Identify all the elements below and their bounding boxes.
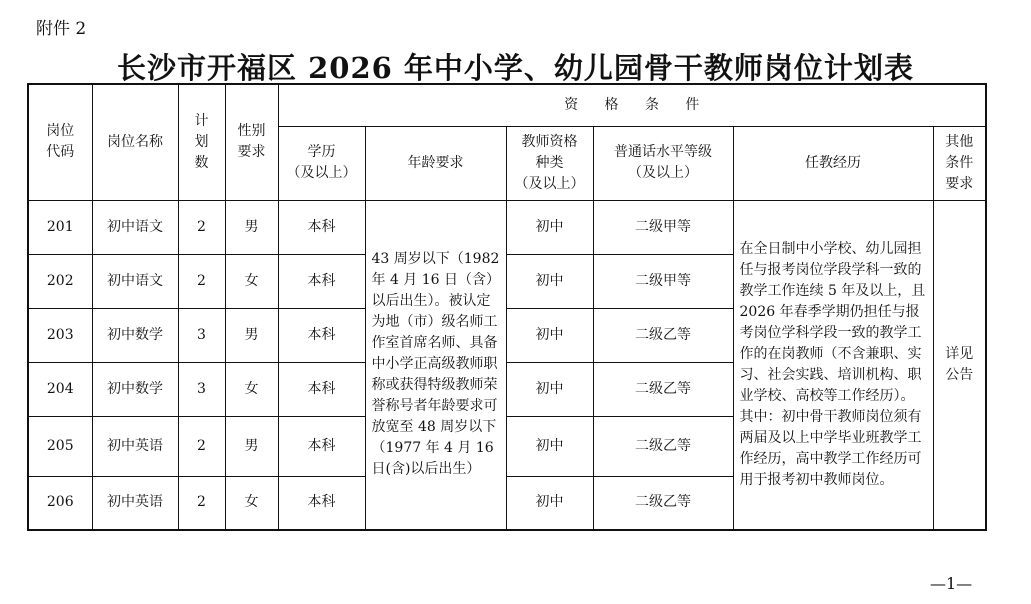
cell-count: 2 bbox=[178, 200, 225, 254]
cell-cert: 初中 bbox=[506, 476, 593, 530]
header-qualifications: 资 格 条 件 bbox=[278, 84, 986, 126]
cell-teaching-experience: 在全日制中小学校、幼儿园担任与报考岗位学段学科一致的教学工作连续 5 年及以上，且 2026 年春季学期仍担任与报考岗位学科学段一致的教学工作的在岗教师（不含兼职、实习、社会实践、培训机构、职业学校、高校等工作经历）。其中：初中骨干教师岗位须有两届及以上中学毕业班教学工作经历，高中教学工作经历可用于报考初中教师岗位。 bbox=[733, 200, 933, 530]
cell-code: 204 bbox=[28, 362, 92, 416]
cell-count: 2 bbox=[178, 416, 225, 476]
cell-gender: 女 bbox=[225, 362, 278, 416]
table-row bbox=[28, 200, 986, 254]
cell-cert: 初中 bbox=[506, 200, 593, 254]
header-other: 其他 条件 要求 bbox=[933, 126, 986, 200]
cell-education: 本科 bbox=[278, 200, 365, 254]
header-cert-type: 教师资格 种类 （及以上） bbox=[506, 126, 593, 200]
cell-name: 初中数学 bbox=[92, 362, 178, 416]
header-plan-count: 计 划 数 bbox=[178, 84, 225, 200]
cell-gender: 女 bbox=[225, 476, 278, 530]
cell-code: 201 bbox=[28, 200, 92, 254]
cell-mandarin: 二级乙等 bbox=[593, 416, 733, 476]
header-code: 岗位 代码 bbox=[28, 84, 92, 200]
cell-cert: 初中 bbox=[506, 308, 593, 362]
cell-gender: 男 bbox=[225, 308, 278, 362]
cell-count: 2 bbox=[178, 476, 225, 530]
cell-cert: 初中 bbox=[506, 362, 593, 416]
header-row-1 bbox=[28, 84, 986, 126]
cell-education: 本科 bbox=[278, 416, 365, 476]
cell-mandarin: 二级乙等 bbox=[593, 308, 733, 362]
cell-code: 202 bbox=[28, 254, 92, 308]
cell-code: 205 bbox=[28, 416, 92, 476]
header-experience: 任教经历 bbox=[733, 126, 933, 200]
cell-mandarin: 二级甲等 bbox=[593, 200, 733, 254]
cell-other-requirement: 详见 公告 bbox=[933, 200, 986, 530]
cell-code: 203 bbox=[28, 308, 92, 362]
document-title: 长沙市开福区 2026 年中小学、幼儿园骨干教师岗位计划表 bbox=[117, 51, 914, 85]
cell-mandarin: 二级乙等 bbox=[593, 362, 733, 416]
cell-education: 本科 bbox=[278, 254, 365, 308]
cell-count: 3 bbox=[178, 308, 225, 362]
cell-education: 本科 bbox=[278, 362, 365, 416]
cell-gender: 男 bbox=[225, 416, 278, 476]
cell-code: 206 bbox=[28, 476, 92, 530]
page-number: —1— bbox=[930, 574, 973, 593]
header-name: 岗位名称 bbox=[92, 84, 178, 200]
header-mandarin: 普通话水平等级 （及以上） bbox=[593, 126, 733, 200]
attachment-label: 附件 2 bbox=[36, 19, 87, 39]
cell-cert: 初中 bbox=[506, 254, 593, 308]
cell-name: 初中数学 bbox=[92, 308, 178, 362]
header-gender: 性别 要求 bbox=[225, 84, 278, 200]
cell-name: 初中英语 bbox=[92, 416, 178, 476]
header-education: 学历 （及以上） bbox=[278, 126, 365, 200]
cell-education: 本科 bbox=[278, 308, 365, 362]
cell-count: 2 bbox=[178, 254, 225, 308]
cell-gender: 女 bbox=[225, 254, 278, 308]
header-age: 年龄要求 bbox=[365, 126, 506, 200]
position-plan-table bbox=[27, 83, 987, 531]
cell-name: 初中语文 bbox=[92, 200, 178, 254]
cell-cert: 初中 bbox=[506, 416, 593, 476]
cell-count: 3 bbox=[178, 362, 225, 416]
cell-name: 初中语文 bbox=[92, 254, 178, 308]
cell-mandarin: 二级乙等 bbox=[593, 476, 733, 530]
cell-education: 本科 bbox=[278, 476, 365, 530]
cell-name: 初中英语 bbox=[92, 476, 178, 530]
cell-gender: 男 bbox=[225, 200, 278, 254]
cell-mandarin: 二级甲等 bbox=[593, 254, 733, 308]
cell-age-requirement: 43 周岁以下（1982 年 4 月 16 日（含）以后出生）。被认定为地（市）级名师工作室首席名师、具备中小学正高级教师职称或获得特级教师荣誉称号者年龄要求可放宽至 48 周岁以下（1977 年 4 月 16 日(含)以后出生） bbox=[365, 200, 506, 530]
